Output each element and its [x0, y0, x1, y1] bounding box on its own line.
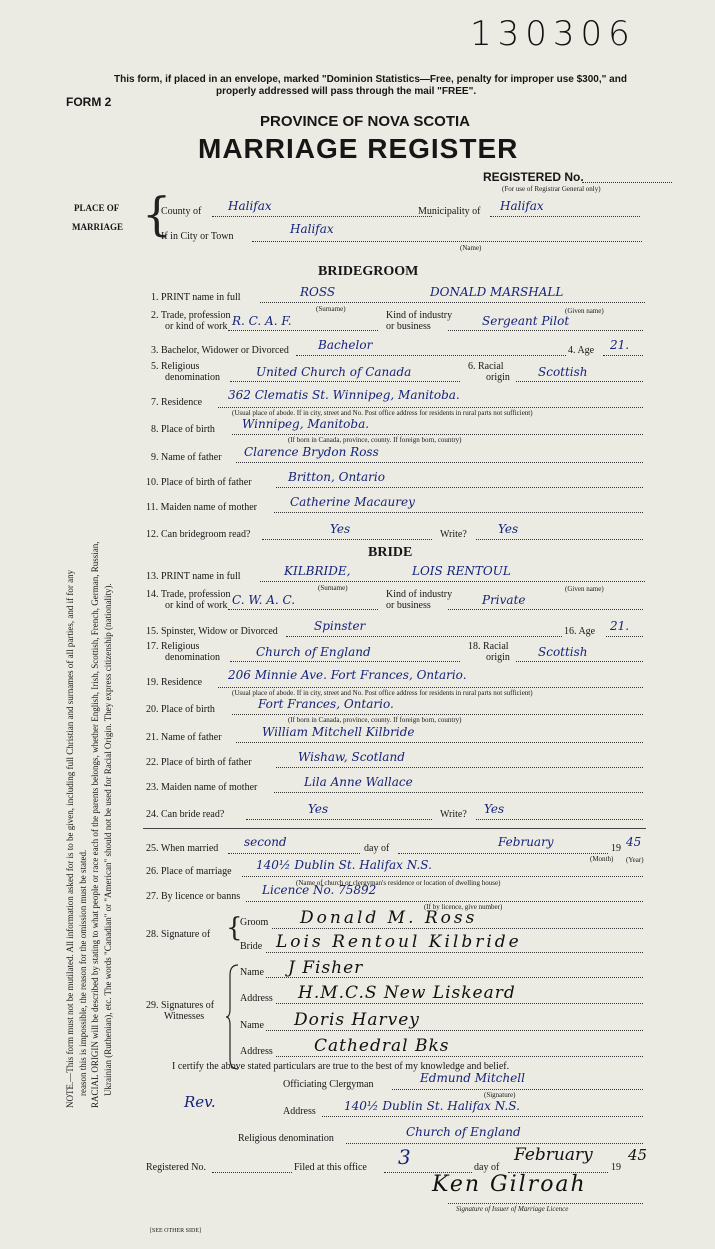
clergyman-denomination: Church of England — [406, 1125, 521, 1139]
licence-label: 27. By licence or banns — [146, 891, 241, 902]
bride-mother-label: 23. Maiden name of mother — [146, 782, 258, 793]
bride-signature-label: Bride — [240, 941, 263, 952]
county-value: Halifax — [228, 199, 272, 213]
when-married-month: February — [498, 835, 554, 849]
bride-signature: Lois Rentoul Kilbride — [276, 932, 522, 952]
groom-surname: ROSS — [300, 285, 336, 299]
bride-industry-label-1: Kind of industry — [386, 589, 453, 600]
signature-brace: { — [226, 913, 243, 943]
issuer-signature: Ken Gilroah — [432, 1172, 587, 1197]
see-other-side: [SEE OTHER SIDE] — [150, 1228, 201, 1234]
bride-father: William Mitchell Kilbride — [262, 725, 415, 739]
groom-name-line — [260, 302, 645, 303]
bride-write-line — [476, 819, 643, 820]
bride-racial-label-1: 18. Racial — [468, 641, 509, 652]
clergyman-title-mark: Rev. — [184, 1093, 216, 1111]
witness-2-address: Cathedral Bks — [314, 1036, 450, 1056]
groom-write-label: Write? — [440, 529, 467, 540]
signature-of-label: 28. Signature of — [146, 929, 211, 940]
filed-at-office-label: Filed at this office — [294, 1162, 367, 1173]
groom-status-label: 3. Bachelor, Widower or Divorced — [151, 345, 289, 356]
place-label-2: MARRIAGE — [72, 222, 123, 232]
groom-mother: Catherine Macaurey — [290, 495, 415, 509]
groom-industry-label-1: Kind of industry — [386, 310, 453, 321]
bride-name-line — [260, 581, 645, 582]
when-married-label: 25. When married — [146, 843, 219, 854]
groom-father: Clarence Brydon Ross — [244, 445, 379, 459]
bride-industry-line — [448, 609, 643, 610]
groom-religion-label-2: denomination — [165, 372, 220, 383]
bride-signature-line — [266, 952, 643, 953]
bride-industry-label-2: or business — [386, 600, 431, 611]
bride-age-line — [606, 636, 643, 637]
groom-birth-line — [232, 434, 643, 435]
groom-mother-line — [274, 512, 643, 513]
note-line-2: reason this is impossible, the reason for the omission must be stated. — [77, 849, 88, 1096]
groom-religion: United Church of Canada — [256, 365, 412, 379]
bride-religion: Church of England — [256, 645, 371, 659]
bride-status-label: 15. Spinster, Widow or Divorced — [146, 626, 278, 637]
registration-number: 130306 — [470, 14, 636, 54]
groom-father-label: 9. Name of father — [151, 452, 222, 463]
when-married-year: 45 — [626, 835, 642, 849]
registrar-note: (For use of Registrar General only) — [502, 185, 601, 193]
clergyman-address-label: Address — [283, 1106, 316, 1117]
bride-religion-label-2: denomination — [165, 652, 220, 663]
filed-day-label: day of — [474, 1162, 500, 1173]
bride-industry: Private — [482, 593, 526, 607]
postal-notice-line-2: properly addressed will pass through the mail "FREE". — [216, 86, 477, 97]
groom-birth: Winnipeg, Manitoba. — [242, 417, 370, 431]
county-label: County of — [161, 206, 202, 217]
groom-residence-caption: (Usual place of abode. If in city, street and No. Post office address for residents in rural parts not sufficient) — [232, 409, 533, 417]
groom-father-birth-line — [276, 487, 643, 488]
groom-signature-label: Groom — [240, 917, 269, 928]
groom-age-line — [603, 355, 643, 356]
groom-read: Yes — [330, 522, 351, 536]
groom-religion-line — [230, 381, 460, 382]
bride-birth-caption: (If born in Canada, province, county. If foreign born, country) — [288, 716, 462, 724]
bride-age-label: 16. Age — [564, 626, 596, 637]
bride-mother-line — [274, 792, 643, 793]
bride-age: 21. — [610, 619, 630, 633]
witness-1-address-line — [276, 1003, 643, 1004]
bride-status: Spinster — [314, 619, 366, 633]
clergyman-address-line — [322, 1116, 643, 1117]
groom-industry-line — [448, 330, 643, 331]
groom-trade: R. C. A. F. — [232, 314, 292, 328]
licence-number: Licence No. 75892 — [262, 883, 377, 897]
filed-day: 3 — [398, 1145, 411, 1169]
groom-status: Bachelor — [318, 338, 373, 352]
when-married-year-prefix: 19 — [611, 843, 621, 854]
groom-racial-line — [516, 381, 643, 382]
groom-age-label: 4. Age — [568, 345, 595, 356]
clergyman-denomination-line — [346, 1143, 643, 1144]
filed-month: February — [514, 1145, 593, 1165]
city-value: Halifax — [290, 222, 334, 236]
witness-2-address-label: Address — [240, 1046, 273, 1057]
bride-father-line — [236, 742, 643, 743]
note-line-3: RACIAL ORIGIN will be described by stating to what people or race each of the parents belongs, whether English, Irish, Scottish, French, German, Russian, — [90, 541, 101, 1108]
groom-racial: Scottish — [538, 365, 588, 379]
witness-2-name-label: Name — [240, 1020, 264, 1031]
bridegroom-heading: BRIDEGROOM — [318, 264, 419, 279]
province-heading: PROVINCE OF NOVA SCOTIA — [260, 113, 471, 130]
issuer-signature-line — [448, 1203, 643, 1204]
bride-religion-line — [230, 661, 460, 662]
groom-industry-label-2: or business — [386, 321, 431, 332]
witness-2-address-line — [276, 1056, 643, 1057]
section-divider — [143, 828, 646, 829]
when-married-day-line — [228, 853, 360, 854]
groom-write-line — [476, 539, 643, 540]
when-married-day-label: day of — [364, 843, 390, 854]
form-label: FORM 2 — [66, 95, 112, 109]
witness-brace — [226, 963, 240, 1071]
clergyman-label: Officiating Clergyman — [283, 1079, 374, 1090]
groom-trade-label-2: or kind of work — [165, 321, 228, 332]
groom-read-line — [262, 539, 432, 540]
bride-trade: C. W. A. C. — [232, 593, 296, 607]
bride-mother: Lila Anne Wallace — [304, 775, 413, 789]
bride-father-birth: Wishaw, Scotland — [298, 750, 405, 764]
groom-industry: Sergeant Pilot — [482, 314, 570, 328]
filing-registered-line — [212, 1172, 292, 1173]
bride-birth: Fort Frances, Ontario. — [258, 697, 394, 711]
groom-racial-label-1: 6. Racial — [468, 361, 504, 372]
witness-1-address: H.M.C.S New Liskeard — [298, 983, 516, 1003]
groom-residence: 362 Clematis St. Winnipeg, Manitoba. — [228, 388, 460, 402]
when-married-day: second — [244, 835, 287, 849]
witnesses-label-2: Witnesses — [164, 1011, 205, 1022]
witness-2-name-line — [266, 1030, 643, 1031]
groom-signature: Donald M. Ross — [300, 908, 478, 928]
issuer-caption: Signature of Issuer of Marriage Licence — [456, 1205, 569, 1213]
city-line — [252, 241, 642, 242]
groom-signature-line — [272, 928, 643, 929]
bride-father-label: 21. Name of father — [146, 732, 222, 743]
witness-1-name-label: Name — [240, 967, 264, 978]
clergyman-line — [392, 1089, 643, 1090]
groom-father-line — [236, 462, 643, 463]
note-line-1: NOTE.—This form must not be mutilated. All information asked for is to be given, including full Christian and surnames of all parties, and if for any — [65, 569, 75, 1108]
groom-write: Yes — [498, 522, 519, 536]
groom-residence-line — [218, 407, 643, 408]
bride-residence-caption: (Usual place of abode. If in city, street and No. Post office address for residents in rural parts not sufficient) — [232, 689, 533, 697]
groom-racial-label-2: origin — [486, 372, 510, 383]
bride-father-birth-line — [276, 767, 643, 768]
filed-year-prefix: 19 — [611, 1162, 621, 1173]
groom-name-label: 1. PRINT name in full — [151, 292, 241, 303]
bride-read: Yes — [308, 802, 329, 816]
licence-caption: (If by licence, give number) — [424, 903, 503, 911]
groom-given-name: DONALD MARSHALL — [430, 285, 564, 299]
bride-father-birth-label: 22. Place of birth of father — [146, 757, 252, 768]
groom-residence-label: 7. Residence — [151, 397, 203, 408]
groom-father-birth-label: 10. Place of birth of father — [146, 477, 252, 488]
groom-surname-caption: (Surname) — [316, 305, 346, 313]
groom-status-line — [296, 355, 566, 356]
place-of-marriage-caption: (Name of church or clergyman's residence or location of dwelling house) — [296, 879, 501, 887]
witnesses-label-1: 29. Signatures of — [146, 1000, 215, 1011]
clergyman-denomination-label: Religious denomination — [238, 1133, 334, 1144]
bride-write-label: Write? — [440, 809, 467, 820]
page-title: MARRIAGE REGISTER — [198, 133, 519, 164]
groom-birth-caption: (If born in Canada, province, county. If foreign born, country) — [288, 436, 462, 444]
place-of-marriage-label: 26. Place of marriage — [146, 866, 232, 877]
bride-racial-label-2: origin — [486, 652, 510, 663]
clergyman-caption: (Signature) — [484, 1091, 516, 1099]
groom-given-caption: (Given name) — [565, 307, 604, 315]
witness-1-address-label: Address — [240, 993, 273, 1004]
bride-birth-line — [232, 714, 643, 715]
when-married-month-line — [398, 853, 608, 854]
place-brace: { — [142, 187, 172, 241]
note-line-4: Ukrainian (Ruthenian), etc. The words "Canadian" or "American" should not be used for Racial Origin. They express citizenship (nationality). — [102, 583, 113, 1096]
certification-statement: I certify the above stated particulars are true to the best of my knowledge and belief. — [172, 1061, 510, 1072]
bride-racial: Scottish — [538, 645, 588, 659]
municipality-line — [490, 216, 640, 217]
city-name-caption: (Name) — [460, 244, 482, 252]
county-line — [212, 216, 432, 217]
witness-2-name: Doris Harvey — [294, 1010, 420, 1030]
groom-age: 21. — [610, 338, 630, 352]
bride-read-line — [246, 819, 432, 820]
bride-residence-label: 19. Residence — [146, 677, 203, 688]
city-label: If in City or Town — [161, 231, 234, 242]
bride-read-label: 24. Can bride read? — [146, 809, 225, 820]
bride-trade-label-1: 14. Trade, profession — [146, 589, 231, 600]
municipality-value: Halifax — [500, 199, 544, 213]
place-of-marriage: 140½ Dublin St. Halifax N.S. — [256, 858, 432, 872]
bride-racial-line — [516, 661, 643, 662]
groom-mother-label: 11. Maiden name of mother — [146, 502, 257, 513]
clergyman-address: 140½ Dublin St. Halifax N.S. — [344, 1099, 520, 1113]
filed-year: 45 — [628, 1146, 648, 1164]
groom-read-label: 12. Can bridegroom read? — [146, 529, 251, 540]
bride-surname-caption: (Surname) — [318, 584, 348, 592]
bride-status-line — [286, 636, 562, 637]
when-married-month-caption: (Month) — [590, 855, 614, 863]
groom-trade-line — [228, 330, 378, 331]
municipality-label: Municipality of — [418, 206, 481, 217]
place-label-1: PLACE OF — [74, 203, 120, 213]
registered-no-label: REGISTERED No. — [483, 170, 584, 184]
instructions-note — [64, 108, 114, 1108]
bride-residence: 206 Minnie Ave. Fort Frances, Ontario. — [228, 668, 467, 682]
groom-trade-label-1: 2. Trade, profession — [151, 310, 231, 321]
bride-trade-line — [228, 609, 378, 610]
bride-write: Yes — [484, 802, 505, 816]
bride-birth-label: 20. Place of birth — [146, 704, 215, 715]
postal-notice-line-1: This form, if placed in an envelope, marked "Dominion Statistics—Free, penalty for improper use $300," and — [114, 74, 627, 85]
bride-surname: KILBRIDE, — [284, 564, 351, 578]
groom-father-birth: Britton, Ontario — [288, 470, 385, 484]
bride-residence-line — [218, 687, 643, 688]
bride-given-caption: (Given name) — [565, 585, 604, 593]
bride-given-name: LOIS RENTOUL — [412, 564, 511, 578]
groom-religion-label-1: 5. Religious — [151, 361, 200, 372]
witness-1-name: J Fisher — [288, 958, 364, 978]
bride-trade-label-2: or kind of work — [165, 600, 228, 611]
filing-registered-label: Registered No. — [146, 1162, 206, 1173]
when-married-year-caption: (Year) — [626, 856, 644, 864]
bride-name-label: 13. PRINT name in full — [146, 571, 241, 582]
bride-heading: BRIDE — [368, 545, 413, 560]
licence-line — [246, 901, 643, 902]
bride-religion-label-1: 17. Religious — [146, 641, 200, 652]
clergyman-signature: Edmund Mitchell — [420, 1071, 525, 1085]
registered-no-line — [582, 182, 672, 183]
place-of-marriage-line — [242, 876, 643, 877]
groom-birth-label: 8. Place of birth — [151, 424, 215, 435]
